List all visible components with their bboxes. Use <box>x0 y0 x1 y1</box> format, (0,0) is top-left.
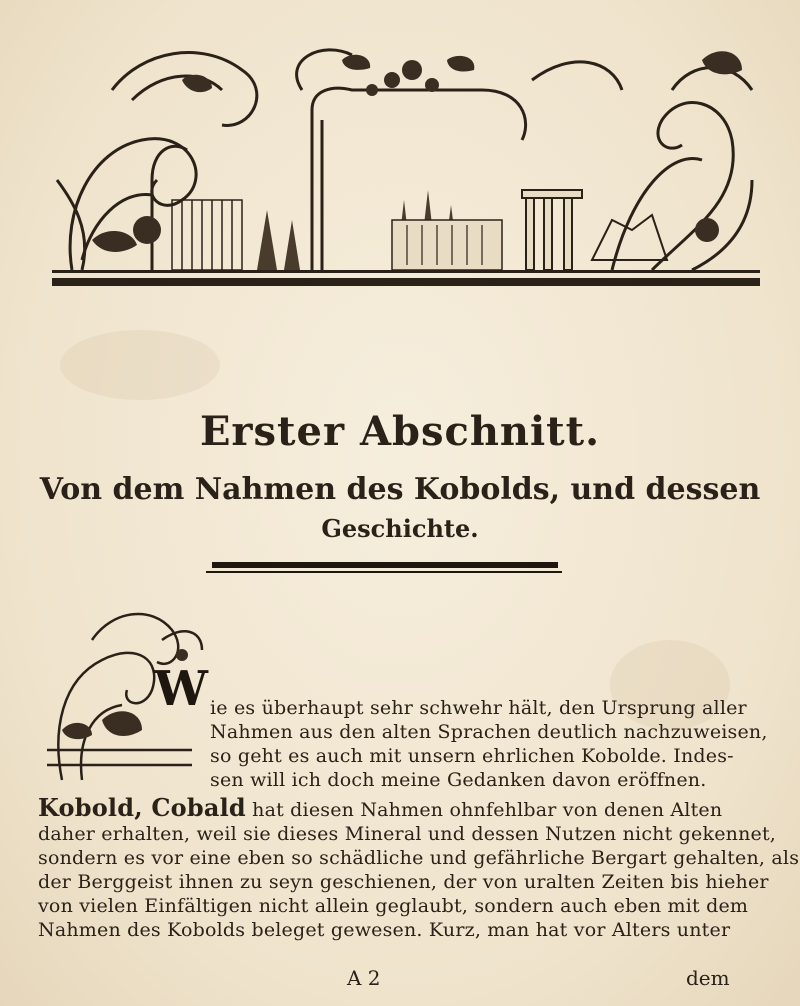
kobold-term: Kobold, Cobald <box>38 793 246 822</box>
divider-rule <box>212 562 558 568</box>
signature-mark: A 2 <box>347 966 381 990</box>
body-line: der Berggeist ihnen zu seyn geschienen, der von uralten Zeiten bis hieher <box>38 871 769 893</box>
body-line: Nahmen des Kobolds beleget gewesen. Kurz, man hat vor Alters unter <box>38 919 731 941</box>
body-line: so geht es auch mit unsern ehrlichen Kobolde. Indes- <box>210 745 734 767</box>
body-line: ie es überhaupt sehr schwehr hält, den Ursprung aller <box>210 697 747 719</box>
body-line: sen will ich doch meine Gedanken davon eröffnen. <box>210 769 707 791</box>
kobold-rest: hat diesen Nahmen ohnfehlbar von denen Alten <box>252 799 723 821</box>
body-line: daher erhalten, weil sie dieses Mineral und dessen Nutzen nicht gekennet, <box>38 823 777 845</box>
initial-letter: W <box>154 661 208 717</box>
body-line: von vielen Einfältigen nicht allein geglaubt, sondern auch eben mit dem <box>38 895 749 917</box>
body-line-kobold <box>38 793 723 822</box>
paper-stain <box>60 330 220 400</box>
body-line: Nahmen aus den alten Sprachen deutlich nachzuweisen, <box>210 721 768 743</box>
catchword: dem <box>686 966 730 990</box>
section-title: Erster Abschnitt. <box>199 408 601 455</box>
divider-rule-thin <box>206 571 562 573</box>
section-subtitle-continued: Geschichte. <box>321 514 479 543</box>
decorated-initial-icon <box>42 600 212 790</box>
section-subtitle: Von dem Nahmen des Kobolds, und dessen <box>39 472 761 507</box>
ornamental-vignette-icon <box>52 30 760 288</box>
body-line: sondern es vor eine eben so schädliche und gefährliche Bergart gehalten, als <box>38 847 800 869</box>
